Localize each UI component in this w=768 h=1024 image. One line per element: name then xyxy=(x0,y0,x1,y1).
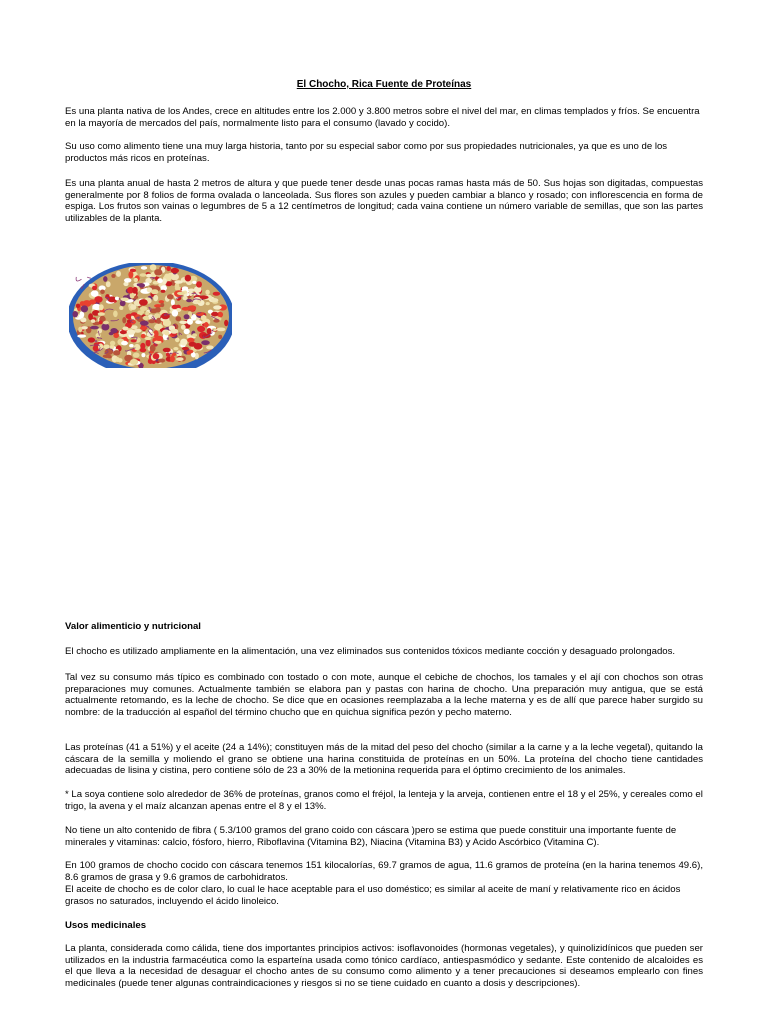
photo-texture-dot xyxy=(139,299,148,306)
photo-texture-dot xyxy=(186,299,192,302)
photo-texture-dot xyxy=(213,305,222,309)
medicinal-paragraph-1: La planta, considerada como cálida, tiene dos importantes principios activos: isoflavonoides (hormonas vegetales), y quinolizidínicos que pueden ser utilizados en la industria farmacéutica como la esparteína usada como tónico cardíaco, antiespasmódico y sedante. Este contenido de alcaloides es el que lleva a la necesidad de desaguar el chocho antes de su consumo como alimento y a tener precauciones si deseamos emplearlo con fines medicinales (puede tener algunas contraindicaciones y riesgos si no se tiene cuidado en cuanto a dosis y descripciones). xyxy=(65,943,703,989)
nutrition-paragraph-1: El chocho es utilizado ampliamente en la alimentación, una vez eliminados sus contenidos tóxicos mediante cocción y desaguado prolongados. xyxy=(65,646,676,657)
photo-texture-dot xyxy=(128,271,133,278)
photo-texture-dot xyxy=(116,271,121,277)
photo-texture-dot xyxy=(140,321,149,326)
photo-texture-dot xyxy=(131,325,138,329)
photo-texture-dot xyxy=(176,357,184,361)
nutrition-paragraph-3: Las proteínas (41 a 51%) y el aceite (24 a 14%); constituyen más de la mitad del peso del chocho (similar a la carne y a la leche vegetal), quitando la cáscara de la semilla y moliendo el grano se obtiene una harina constituida de proteínas en un 50%. La proteína del chocho tiene cantidades adecuadas de lisina y cistina, pero contiene sólo de 23 a 30% de la metionina requerida para el óptimo crecimiento de los animales. xyxy=(65,742,703,777)
photo-texture-dot xyxy=(155,307,161,312)
photo-texture-dot xyxy=(106,281,111,287)
photo-texture-dot xyxy=(92,286,97,291)
photo-texture-dot xyxy=(78,327,82,333)
photo-texture-dot xyxy=(224,320,228,326)
photo-texture-dot xyxy=(103,354,111,358)
photo-texture-dot xyxy=(153,295,158,301)
photo-texture-dot xyxy=(174,280,183,283)
nutrition-paragraph-4: * La soya contiene solo alrededor de 36% de proteínas, granos como el fréjol, la lenteja y la arveja, contienen entre el 18 y el 25%, y cereales como el trigo, la avena y el maíz alcanzan apenas entre el 8 y el 13%. xyxy=(65,789,703,812)
photo-texture-dot xyxy=(163,320,171,327)
photo-texture-dot xyxy=(132,287,138,294)
photo-texture-dot xyxy=(134,344,140,350)
photo-texture-dot xyxy=(150,345,156,352)
photo-texture-dot xyxy=(105,349,114,355)
photo-texture-dot xyxy=(213,292,220,296)
photo-texture-dot xyxy=(141,334,146,338)
photo-texture-dot xyxy=(104,345,110,350)
photo-texture-dot xyxy=(119,306,123,310)
photo-texture-dot xyxy=(162,278,167,284)
photo-texture-dot xyxy=(133,353,140,358)
photo-texture-dot xyxy=(200,295,209,299)
chocho-dish-photo xyxy=(69,263,232,368)
photo-texture-dot xyxy=(129,344,134,347)
photo-texture-dot xyxy=(154,269,162,275)
photo-texture-dot xyxy=(127,319,132,323)
photo-texture-dot xyxy=(166,266,171,271)
photo-texture-dot xyxy=(91,290,99,297)
photo-texture-dot xyxy=(134,278,138,282)
photo-texture-dot xyxy=(156,318,161,324)
photo-texture-dot xyxy=(120,330,127,334)
photo-texture-dot xyxy=(170,329,178,334)
photo-texture-dot xyxy=(173,347,178,350)
photo-texture-dot xyxy=(113,350,120,355)
photo-texture-dot xyxy=(88,313,93,320)
photo-texture-dot xyxy=(211,298,219,302)
photo-texture-dot xyxy=(90,326,99,330)
photo-texture-dot xyxy=(176,316,182,321)
photo-texture-dot xyxy=(217,328,226,332)
photo-texture-dot xyxy=(113,311,118,318)
photo-texture-dot xyxy=(121,341,128,346)
photo-texture-dot xyxy=(111,274,115,278)
photo-texture-dot xyxy=(205,290,209,295)
photo-texture-dot xyxy=(98,312,105,315)
photo-texture-dot xyxy=(146,340,151,347)
nutrition-paragraph-7: El aceite de chocho es de color claro, lo cual le hace aceptable para el uso doméstico; es similar al aceite de maní y relativamente rico en ácidos grasos no saturados, incluyendo el ácido linoleico. xyxy=(65,884,681,907)
photo-texture-dot xyxy=(122,317,126,323)
photo-texture-dot xyxy=(189,305,197,310)
photo-texture-dot xyxy=(88,337,95,342)
section-heading-nutrition: Valor alimenticio y nutricional xyxy=(65,621,201,632)
photo-texture-dot xyxy=(213,319,219,323)
photo-texture-dot xyxy=(145,337,152,340)
photo-texture-dot xyxy=(184,314,190,319)
photo-texture-dot xyxy=(188,350,193,353)
intro-paragraph-3: Es una planta anual de hasta 2 metros de altura y que puede tener desde unas pocas ramas hasta más de 50. Sus hojas son digitadas, compuestas generalmente por 8 folios de forma ovalada o lanceolada. Sus flores son azules y pueden cambiar a blanco y rosado; con inflorescencia en forma de espiga. Los frutos son vainas o legumbres de 5 a 12 centímetros de longitud; cada vaina contiene un número variable de semillas, que son las partes utilizables de la planta. xyxy=(65,178,703,224)
photo-texture-dot xyxy=(143,316,150,320)
photo-texture-dot xyxy=(175,338,180,343)
photo-texture-dot xyxy=(140,326,147,330)
photo-texture-dot xyxy=(145,311,149,315)
photo-texture-dot xyxy=(103,276,107,282)
photo-texture-dot xyxy=(182,307,190,311)
photo-texture-dot xyxy=(172,310,178,317)
photo-texture-dot xyxy=(181,325,186,330)
photo-texture-dot xyxy=(80,318,86,323)
nutrition-paragraph-2: Tal vez su consumo más típico es combinado con tostado o con mote, aunque el cebiche de chochos, los tamales y el ají con chochos son otras preparaciones muy comunes. Actualmente también se elabora pan y pastas con harina de chocho. Una preparación muy antigua, que se está actualmente retomando, es la leche de chocho. Se dice que en ocasiones reemplazaba a la leche materna y es de allí que parece haber surgido su nombre: de la traducción al español del término chucho que en quichua significa pezón y pecho materno. xyxy=(65,672,703,718)
nutrition-paragraph-5: No tiene un alto contenido de fibra ( 5.3/100 gramos del grano coido con cáscara )pero se estima que puede constituir una importante fuente de minerales y vitaminas: calcio, fósforo, hierro, Riboflavina (Vitamina B2), Niacina (Vitamina B3) y Acido Ascórbico (Vitamina C). xyxy=(65,825,677,848)
photo-texture-dot xyxy=(140,306,148,311)
photo-texture-dot xyxy=(98,343,103,350)
photo-texture-dot xyxy=(101,323,109,330)
photo-texture-dot xyxy=(155,336,163,341)
photo-texture-dot xyxy=(139,283,145,287)
photo-texture-dot xyxy=(172,305,178,309)
intro-paragraph-2: Su uso como alimento tiene una muy larga historia, tanto por su especial sabor como por sus propiedades nutricionales, ya que es uno de los productos más ricos en proteínas. xyxy=(65,141,668,164)
photo-texture-dot xyxy=(206,345,214,349)
photo-texture-dot xyxy=(115,297,119,301)
photo-texture-dot xyxy=(195,320,202,324)
photo-texture-dot xyxy=(151,289,159,294)
photo-texture-dot xyxy=(113,333,119,338)
photo-texture-dot xyxy=(164,331,170,335)
photo-texture-dot xyxy=(126,330,135,335)
photo-texture-dot xyxy=(171,268,179,273)
photo-texture-dot xyxy=(185,275,191,282)
photo-texture-dot xyxy=(161,290,166,293)
photo-texture-dot xyxy=(160,303,164,307)
photo-texture-dot xyxy=(206,302,210,305)
photo-texture-dot xyxy=(109,332,114,335)
photo-texture-dot xyxy=(184,329,190,335)
photo-texture-dot xyxy=(182,286,189,290)
photo-texture-dot xyxy=(110,341,115,346)
photo-texture-dot xyxy=(189,342,197,347)
photo-texture-dot xyxy=(163,348,171,353)
photo-texture-dot xyxy=(187,319,193,325)
photo-texture-dot xyxy=(130,304,136,310)
photo-texture-dot xyxy=(167,294,174,299)
nutrition-paragraph-6: En 100 gramos de chocho cocido con cáscara tenemos 151 kilocalorías, 69.7 gramos de agua, 11.6 gramos de proteína (en la harina tenemos 49.6), 8.6 gramos de grasa y 9.6 gramos de carbohidratos. xyxy=(65,860,703,883)
photo-texture-dot xyxy=(76,304,80,308)
photo-texture-dot xyxy=(154,326,162,330)
photo-texture-dot xyxy=(192,281,196,284)
photo-texture-dot xyxy=(146,274,152,278)
photo-texture-dot xyxy=(179,321,187,324)
photo-texture-dot xyxy=(130,359,138,365)
photo-texture-dot xyxy=(141,266,147,270)
photo-texture-dot xyxy=(122,327,128,331)
photo-texture-dot xyxy=(89,300,96,305)
photo-texture-dot xyxy=(103,321,109,325)
photo-texture-dot xyxy=(77,334,86,337)
photo-texture-dot xyxy=(177,292,185,295)
photo-texture-dot xyxy=(180,339,187,346)
photo-texture-dot xyxy=(158,359,165,363)
photo-texture-dot xyxy=(81,305,88,312)
photo-texture-dot xyxy=(140,348,147,352)
document-title: El Chocho, Rica Fuente de Proteínas xyxy=(296,79,472,90)
photo-texture-dot xyxy=(115,357,120,362)
photo-texture-dot xyxy=(140,273,147,276)
photo-texture-dot xyxy=(150,264,157,270)
photo-texture-dot xyxy=(72,311,78,317)
photo-texture-dot xyxy=(197,326,205,332)
photo-texture-dot xyxy=(192,333,197,337)
photo-texture-dot xyxy=(170,356,175,363)
photo-texture-dot xyxy=(99,320,103,324)
photo-texture-dot xyxy=(99,304,104,310)
photo-texture-dot xyxy=(153,353,160,359)
photo-texture-dot xyxy=(121,298,129,302)
photo-texture-dot xyxy=(157,278,163,283)
photo-texture-dot xyxy=(97,328,102,333)
photo-texture-dot xyxy=(120,300,126,306)
photo-texture-dot xyxy=(100,290,105,295)
intro-paragraph-1: Es una planta nativa de los Andes, crece en altitudes entre los 2.000 y 3.800 metros sobre el nivel del mar, en climas templados y fríos. Se encuentra en la mayoría de mercados del país, normalmente listo para el consumo (lavado y cocido). xyxy=(65,106,700,129)
photo-texture-dot xyxy=(196,281,202,287)
photo-texture-dot xyxy=(218,335,222,339)
photo-texture-dot xyxy=(201,340,210,345)
photo-texture-dot xyxy=(211,312,218,317)
section-heading-medicinal: Usos medicinales xyxy=(65,920,147,931)
photo-texture-dot xyxy=(182,347,189,350)
photo-texture-dot xyxy=(141,353,145,357)
photo-texture-dot xyxy=(124,278,131,283)
photo-texture-dot xyxy=(91,319,95,323)
